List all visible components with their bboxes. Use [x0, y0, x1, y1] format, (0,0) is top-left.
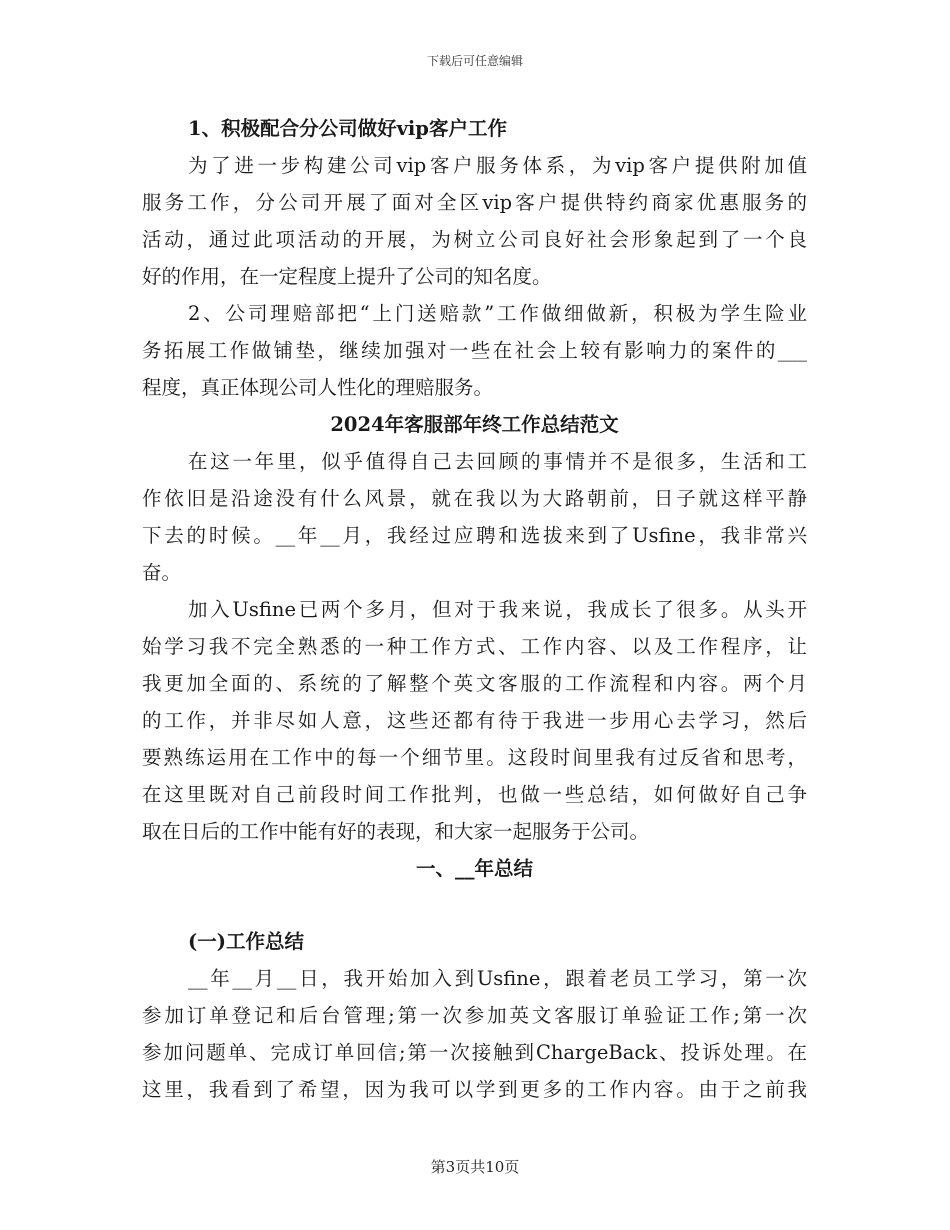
paragraph-line: 的工作，并非尽如人意，这些还都有待于我进一步用心去学习，然后 — [142, 709, 807, 732]
paragraph-line: 奋。 — [142, 561, 182, 584]
paragraph-line: 加入Usfine已两个多月，但对于我来说，我成长了很多。从头开 — [188, 598, 807, 621]
paragraph-line: 我更加全面的、系统的了解整个英文客服的工作流程和内容。两个月 — [142, 672, 807, 695]
section-title: 1、积极配合分公司做好vip客户工作 — [188, 117, 507, 140]
paragraph-line: __年__月__日，我开始加入到Usfine，跟着老员工学习，第一次 — [188, 967, 807, 990]
paragraph-line: 好的作用，在一定程度上提升了公司的知名度。 — [142, 265, 552, 288]
document-body — [142, 110, 807, 1108]
section-heading: 一、__年总结 — [415, 857, 533, 880]
paragraph-line: 这里，我看到了希望，因为我可以学到更多的工作内容。由于之前我 — [142, 1078, 807, 1101]
page-header: 下载后可任意编辑 — [426, 54, 523, 68]
blank-line — [142, 887, 807, 923]
paragraph-line: 务拓展工作做铺垫，继续加强对一些在社会上较有影响力的案件的___ — [142, 339, 807, 362]
paragraph-line: 作依旧是沿途没有什么风景，就在我以为大路朝前，日子就这样平静 — [142, 487, 807, 510]
paragraph-line: 要熟练运用在工作中的每一个细节里。这段时间里我有过反省和思考， — [142, 746, 807, 769]
paragraph-line: 程度，真正体现公司人性化的理赔服务。 — [142, 376, 494, 399]
article-title: 2024年客服部年终工作总结范文 — [330, 413, 619, 436]
paragraph-line: 参加问题单、完成订单回信;第一次接触到ChargeBack、投诉处理。在 — [142, 1041, 807, 1064]
paragraph-line: 参加订单登记和后台管理;第一次参加英文客服订单验证工作;第一次 — [142, 1004, 807, 1027]
page-number: 第3页共10页 — [430, 1158, 520, 1176]
paragraph-line: 下去的时候。__年__月，我经过应聘和选拔来到了Usfine，我非常兴 — [142, 524, 807, 547]
paragraph-line: 在这一年里，似乎值得自己去回顾的事情并不是很多，生活和工 — [188, 450, 807, 473]
paragraph-line: 活动，通过此项活动的开展，为树立公司良好社会形象起到了一个良 — [142, 228, 807, 251]
paragraph-line: 2、公司理赔部把“上门送赔款”工作做细做新，积极为学生险业 — [188, 302, 807, 325]
paragraph-line: 取在日后的工作中能有好的表现，和大家一起服务于公司。 — [142, 820, 650, 843]
paragraph-line: 服务工作，分公司开展了面对全区vip客户提供特约商家优惠服务的 — [142, 191, 807, 214]
paragraph-line: 在这里既对自己前段时间工作批判，也做一些总结，如何做好自己争 — [142, 783, 807, 806]
paragraph-line: 始学习我不完全熟悉的一种工作方式、工作内容、以及工作程序，让 — [142, 635, 807, 658]
paragraph-line: 为了进一步构建公司vip客户服务体系，为vip客户提供附加值 — [188, 154, 807, 177]
subsection-heading: (一)工作总结 — [188, 930, 304, 953]
